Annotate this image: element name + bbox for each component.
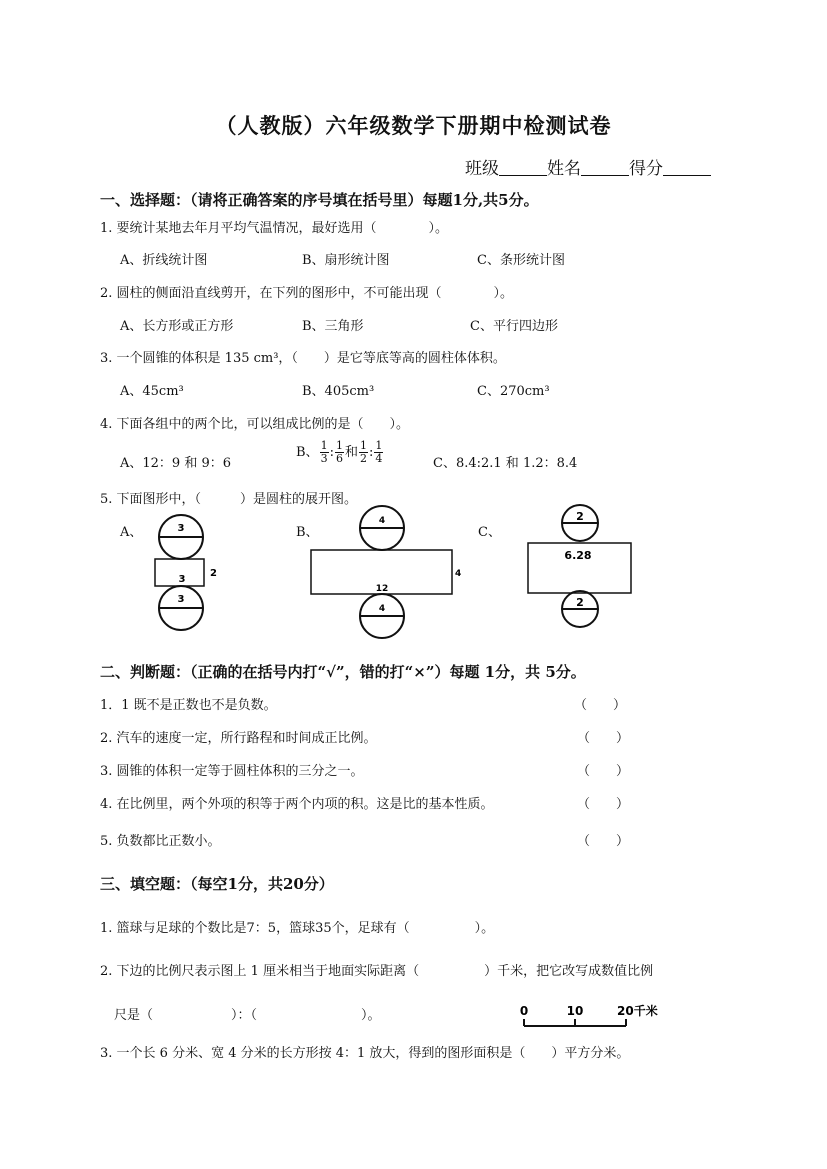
net-a-rect-label: 3 — [178, 574, 186, 585]
net-c-bottom-label: 2 — [576, 596, 584, 609]
scale-tick-label: 10 — [566, 1004, 584, 1018]
judge-answer-box[interactable]: （ ） — [577, 731, 630, 746]
judge-item: 4. 在比例里，两个外项的积等于两个内项的积。这是比的基本性质。 — [100, 797, 494, 812]
q1-2-text: 2. 圆柱的侧面沿直线剪开，在下列的图形中，不可能出现（ ）。 — [100, 286, 514, 301]
judge-answer-box[interactable]: （ ） — [574, 698, 627, 713]
q1-4-option-a[interactable]: A、12：9 和 9：6 — [120, 456, 232, 471]
student-info — [465, 154, 711, 179]
fraction: $\frac{1}{4}$ — [375, 439, 383, 465]
net-c-rect-label: 6.28 — [564, 549, 592, 562]
net-b-rect-label: 12 — [375, 584, 389, 594]
fill-q3: 3. 一个长 6 分米、宽 4 分米的长方形按 4：1 放大，得到的图形面积是（ ）平方分米。 — [100, 1046, 630, 1061]
judge-answer-box[interactable]: （ ） — [577, 797, 630, 812]
judge-item: 1．1 既不是正数也不是负数。 — [100, 698, 277, 713]
q1-5-text: 5. 下面图形中，（ ）是圆柱的展开图。 — [100, 492, 358, 507]
fill-q2-line1: 2. 下边的比例尺表示图上 1 厘米相当于地面实际距离（ ）千米，把它改写成数值比例 — [100, 964, 654, 979]
q1-3-option-a[interactable]: A、45cm³ — [120, 384, 184, 399]
scale-tick-label: 0 — [519, 1004, 529, 1018]
option-b-prefix: B、 — [296, 445, 319, 460]
page-title: （人教版）六年级数学下册期中检测试卷 — [215, 113, 612, 138]
cylinder-net-a[interactable] — [140, 510, 230, 636]
q1-3-text: 3. 一个圆锥的体积是 135 cm³，（ ）是它等底等高的圆柱体体积。 — [100, 351, 506, 366]
q1-3-option-c[interactable]: C、270cm³ — [477, 384, 550, 399]
q1-1-option-c[interactable]: C、条形统计图 — [477, 253, 565, 268]
class-label: 班级 — [465, 159, 499, 179]
q1-1-text: 1. 要统计某地去年月平均气温情况，最好选用（ ）。 — [100, 221, 449, 236]
section2-heading: 二、判断题：（正确的在括号内打“√”，错的打“×”）每题 1分，共 5分。 — [100, 663, 586, 681]
q1-1-option-b[interactable]: B、扇形统计图 — [302, 253, 390, 268]
fill-q1: 1. 篮球与足球的个数比是7：5，篮球35个，足球有（ ）。 — [100, 921, 495, 936]
net-b-bottom-label: 4 — [378, 604, 386, 614]
net-c-top-label: 2 — [576, 510, 584, 523]
q1-2-option-b[interactable]: B、三角形 — [302, 319, 364, 334]
judge-answer-box[interactable]: （ ） — [577, 764, 630, 779]
judge-item: 3. 圆锥的体积一定等于圆柱体积的三分之一。 — [100, 764, 364, 779]
net-a-top-label: 3 — [177, 523, 185, 534]
judge-item: 2. 汽车的速度一定，所行路程和时间成正比例。 — [100, 731, 377, 746]
class-blank[interactable] — [499, 157, 547, 176]
scale-tick-label: 20千米 — [617, 1004, 658, 1018]
judge-item: 5. 负数都比正数小。 — [100, 834, 221, 849]
score-label: 得分 — [629, 159, 663, 179]
section1-heading: 一、选择题：（请将正确答案的序号填在括号里）每题1分,共5分。 — [100, 191, 539, 209]
scale-bar — [515, 1000, 665, 1032]
judge-answer-box[interactable]: （ ） — [577, 834, 630, 849]
name-label: 姓名 — [547, 159, 581, 179]
fill-q2-line2: 尺是（ ）：（ ）。 — [114, 1008, 381, 1023]
fraction: $\frac{1}{2}$ — [359, 439, 367, 465]
q1-4-text: 4. 下面各组中的两个比，可以组成比例的是（ ）。 — [100, 417, 410, 432]
net-a-bottom-label: 3 — [177, 594, 185, 605]
fraction: $\frac{1}{6}$ — [335, 439, 343, 465]
score-blank[interactable] — [663, 157, 711, 176]
q1-3-option-b[interactable]: B、405cm³ — [302, 384, 375, 399]
q1-4-option-b[interactable]: B、 $\frac{1}{3}$ : $\frac{1}{6}$ 和 $\frac{1}{2}$ : $\frac{1}{4}$ — [296, 439, 383, 465]
q1-4-option-c[interactable]: C、8.4:2.1 和 1.2：8.4 — [433, 456, 578, 471]
q1-5-option-a-label[interactable]: A、 — [120, 525, 143, 540]
net-b-side-label: 4 — [455, 569, 462, 579]
q1-5-option-c-label[interactable]: C、 — [478, 525, 501, 540]
fraction: $\frac{1}{3}$ — [320, 439, 328, 465]
q1-2-option-a[interactable]: A、长方形或正方形 — [120, 319, 234, 334]
name-blank[interactable] — [581, 157, 629, 176]
cylinder-net-b[interactable] — [305, 505, 465, 645]
net-b-top-label: 4 — [378, 516, 386, 526]
net-a-side-label: 2 — [210, 568, 217, 579]
section3-heading: 三、填空题：（每空1分，共20分） — [100, 875, 334, 893]
q1-1-option-a[interactable]: A、折线统计图 — [120, 253, 208, 268]
q1-2-option-c[interactable]: C、平行四边形 — [470, 319, 558, 334]
q1-5-option-b-label[interactable]: B、 — [296, 525, 319, 540]
cylinder-net-c[interactable] — [525, 503, 637, 633]
